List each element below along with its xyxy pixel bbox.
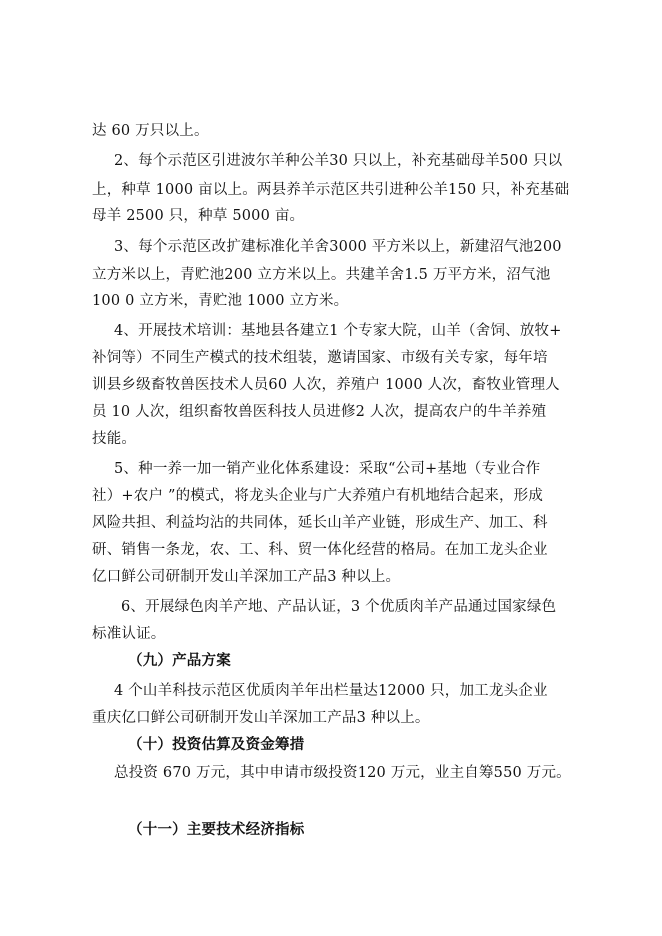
text-line: 4、开展技术培训：基地县各建立1 个专家大院，山羊（舍饲、放牧+	[114, 323, 562, 339]
text-line: 研、销售一条龙，农、工、科、贸一体化经营的格局。在加工龙头企业	[92, 542, 548, 558]
text-line: 重庆亿口鲜公司研制开发山羊深加工产品3 种以上。	[92, 710, 430, 726]
text-line: 亿口鲜公司研制开发山羊深加工产品3 种以上。	[92, 569, 401, 585]
text-line: 母羊 2500 只，种草 5000 亩。	[92, 208, 305, 224]
text-line: 4 个山羊科技示范区优质肉羊年出栏量达12000 只，加工龙头企业	[114, 683, 548, 699]
text-line: 风险共担、利益均沾的共同体，延长山羊产业链，形成生产、加工、科	[92, 515, 548, 531]
text-line: 补饲等）不同生产模式的技术组装，邀请国家、市级有关专家，每年培	[92, 350, 548, 366]
text-line: 2、每个示范区引进波尔羊种公羊30 只以上，补充基础母羊500 只以	[114, 153, 563, 169]
text-line: 总投资 670 万元，其中申请市级投资120 万元，业主自筹550 万元。	[114, 765, 571, 781]
section-heading-indicators: （十一）主要技术经济指标	[128, 821, 305, 838]
text-line: 达 60 万只以上。	[92, 123, 209, 139]
text-line: 员 10 人次，组织畜牧兽医科技人员进修2 人次，提高农户的牛羊养殖	[92, 404, 547, 420]
text-line: 标准认证。	[92, 626, 166, 642]
text-line: 社）+农户 ”的模式，将龙头企业与广大养殖户有机地结合起来，形成	[92, 488, 544, 504]
section-heading-product-plan: （九）产品方案	[128, 652, 231, 669]
section-heading-investment: （十）投资估算及资金筹措	[128, 736, 305, 753]
text-line: 立方米以上，青贮池200 立方米以上。共建羊舍1.5 万平方米，沼气池	[92, 267, 551, 283]
text-line: 100 0 立方米，青贮池 1000 立方米。	[92, 293, 349, 309]
text-line: 训县乡级畜牧兽医技术人员60 人次，养殖户 1000 人次，畜牧业管理人	[92, 377, 560, 393]
text-line: 技能。	[92, 431, 137, 447]
text-line: 上，种草 1000 亩以上。两县养羊示范区共引进种公羊150 只，补充基础	[92, 182, 570, 198]
text-line: 6、开展绿色肉羊产地、产品认证，3 个优质肉羊产品通过国家绿色	[121, 599, 557, 615]
text-line: 3、每个示范区改扩建标准化羊舍3000 平方米以上，新建沼气池200	[114, 239, 562, 255]
text-line: 5、种一养一加一销产业化体系建设：采取“公司+基地（专业合作	[114, 461, 541, 477]
